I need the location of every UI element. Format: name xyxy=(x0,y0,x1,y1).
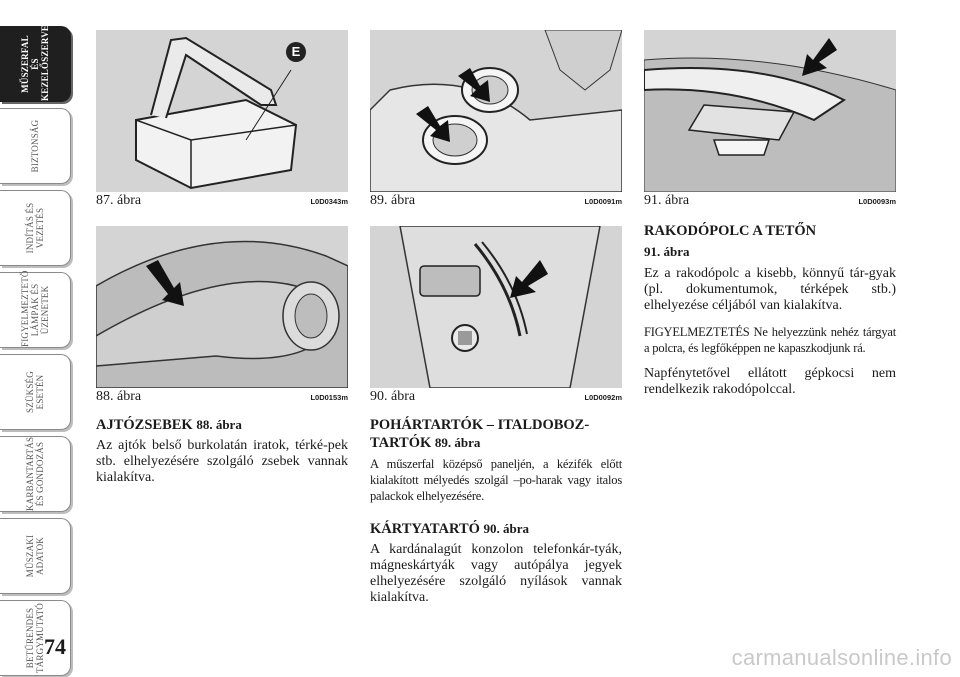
section-heading xyxy=(370,416,622,452)
tab-instruments[interactable] xyxy=(0,17,71,102)
tab-label: BIZTONSÁG xyxy=(30,119,40,173)
figure-90 xyxy=(370,226,622,405)
section-body: Ez a rakodópolc a kisebb, könnyű tár-gyak (pl. dokumentumok, térképek stb.) elhelyezése céljából van kialakítva. xyxy=(644,266,896,313)
section-heading: RAKODÓPOLC A TETŐN xyxy=(644,223,817,239)
watermark: carmanualsonline.info xyxy=(731,645,952,670)
figure-code: L0D0092m xyxy=(584,393,622,402)
heading-title: KÁRTYATARTÓ xyxy=(370,521,480,537)
section-body: A műszerfal középső paneljén, a kézifék előtt kialakított mélyedés szolgál –po-harak vagy italos palackok elhelyezésére. xyxy=(370,457,622,503)
tab-safety[interactable] xyxy=(0,108,71,184)
section-body: Napfénytetővel ellátott gépkocsi nem rendelkezik rakodópolccal. xyxy=(644,366,896,397)
figure-code: L0D0153m xyxy=(310,393,348,402)
heading-ref: 89. ábra xyxy=(434,435,481,450)
figure-badge: E xyxy=(286,42,306,62)
tab-label: MŰSZERFAL ÉS KEZELŐSZERVEK xyxy=(20,17,50,101)
heading-ref: 90. ábra xyxy=(483,521,530,536)
tab-label: BETŰRENDES TÁRGYMUTATÓ xyxy=(25,603,45,673)
section-ref: 91. ábra xyxy=(644,244,690,259)
heading-title: POHÁRTARTÓK – ITALDOBOZ-TARTÓK xyxy=(370,417,590,451)
tab-label: INDÍTÁS ÉS VEZETÉS xyxy=(25,202,45,254)
tab-technical-data[interactable] xyxy=(0,518,71,594)
section-door-pockets xyxy=(96,416,348,496)
figure-code: L0D0091m xyxy=(584,197,622,206)
figure-caption: 90. ábra xyxy=(370,389,416,404)
tab-label: FIGYELMEZTETŐ LÁMPÁK ÉS ÜZENETEK xyxy=(20,270,50,347)
heading-title: AJTÓZSEBEK xyxy=(96,417,193,433)
section-body: A kardánalagút konzolon telefonkár-tyák, mágneskártyák vagy autópálya jegyek elhelyezésére szolgáló nyílások vannak kialakítva. xyxy=(370,542,622,605)
figure-88 xyxy=(96,226,348,405)
section-body: Az ajtók belső burkolatán iratok, térké-pek stb. elhelyezésére szolgáló zsebek vannak kialakítva. xyxy=(96,438,348,485)
figure-88-image xyxy=(96,226,348,388)
figure-89 xyxy=(370,30,622,209)
section-roof-shelf xyxy=(644,222,896,408)
figure-code: L0D0343m xyxy=(310,197,348,206)
figure-87-image xyxy=(96,30,348,192)
figure-caption: 88. ábra xyxy=(96,389,142,404)
arrow-icon xyxy=(802,38,837,76)
section-warning: FIGYELMEZTETÉS Ne helyezzünk nehéz tárgyat a polcra, és legfőképpen ne kapaszkodjunk rá. xyxy=(644,325,896,355)
figure-91 xyxy=(644,30,896,209)
tab-label: MŰSZAKI ADATOK xyxy=(25,534,45,578)
section-heading-card-holder xyxy=(370,520,622,538)
page-number: 74 xyxy=(44,634,66,659)
tab-emergency[interactable] xyxy=(0,354,71,430)
section-cup-holders xyxy=(370,416,622,616)
tab-maintenance[interactable] xyxy=(0,436,71,512)
figure-caption: 89. ábra xyxy=(370,193,416,208)
tab-starting-driving[interactable] xyxy=(0,190,71,266)
figure-caption: 91. ábra xyxy=(644,193,690,208)
figure-87 xyxy=(96,30,348,209)
figure-caption: 87. ábra xyxy=(96,193,142,208)
figure-89-image xyxy=(370,30,622,192)
heading-ref: 88. ábra xyxy=(196,417,242,432)
tab-label: KARBANTARTÁS ÉS GONDOZÁS xyxy=(25,436,45,511)
figure-91-image xyxy=(644,30,896,192)
tab-label: SZÜKSÉG ESETÉN xyxy=(25,371,45,413)
section-heading xyxy=(96,416,348,434)
tab-warning-lights[interactable] xyxy=(0,272,71,348)
figure-90-image xyxy=(370,226,622,388)
figure-code: L0D0093m xyxy=(858,197,896,206)
